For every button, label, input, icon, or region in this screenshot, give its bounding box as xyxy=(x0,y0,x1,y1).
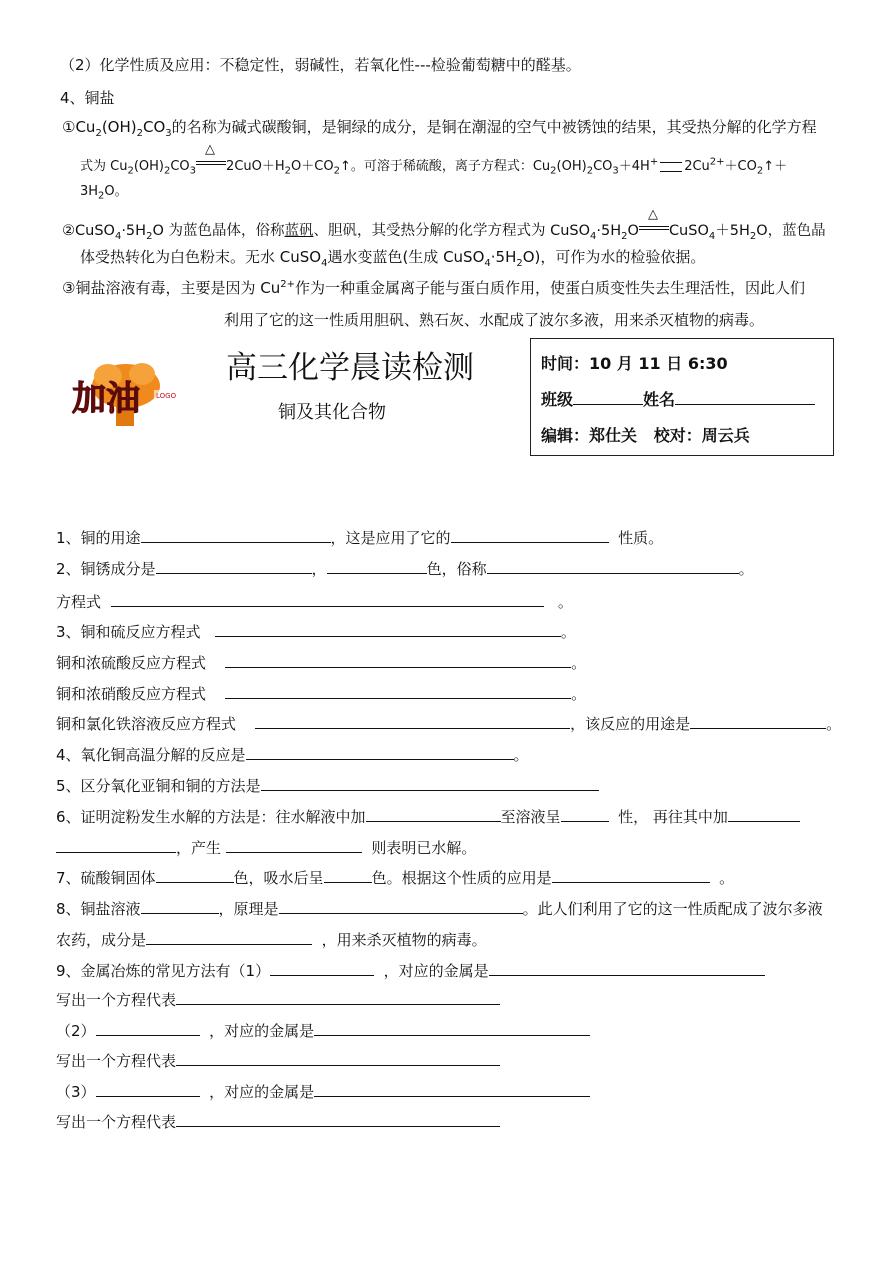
question-9-eq1: 写出一个方程代表 xyxy=(56,988,500,1010)
answer-blank[interactable] xyxy=(366,805,501,822)
question-1: 1、铜的用途 ，这是应用了它的 性质。 xyxy=(56,526,663,548)
logo xyxy=(66,360,194,430)
question-9-2: （2） ，对应的金属是 xyxy=(56,1019,590,1041)
question-3-sulfuric: 铜和浓硫酸反应方程式 。 xyxy=(56,651,586,673)
question-4: 4、氧化铜高温分解的反应是 。 xyxy=(56,743,529,765)
question-6: 6、证明淀粉发生水解的方法是：往水解液中加 至溶液呈 性， 再往其中加 xyxy=(56,805,800,827)
answer-blank[interactable] xyxy=(552,866,710,883)
svg-text:LOGO: LOGO xyxy=(156,392,177,400)
answer-blank[interactable] xyxy=(176,988,500,1005)
answer-blank[interactable] xyxy=(314,1019,590,1036)
answer-blank[interactable] xyxy=(246,743,514,760)
time-row: 时间：10 月 11 日 6:30 xyxy=(541,354,728,373)
para-decomposition-eq-cont: $3H_2O$。 xyxy=(80,184,128,202)
name-field[interactable] xyxy=(675,388,815,405)
question-3: 3、铜和硫反应方程式 。 xyxy=(56,620,576,642)
para-toxicity-cont: 利用了它的这一性质用胆矾、熟石灰、水配成了波尔多液，用来杀灭植物的病毒。 xyxy=(224,311,765,329)
answer-blank[interactable] xyxy=(489,959,765,976)
answer-blank[interactable] xyxy=(270,959,374,976)
answer-blank[interactable] xyxy=(56,836,176,853)
page-title: 高三化学晨读检测 xyxy=(226,350,474,386)
answer-blank[interactable] xyxy=(96,1080,200,1097)
class-field[interactable] xyxy=(573,388,643,405)
editor-row: 编辑：郑仕关 校对：周云兵 xyxy=(541,426,750,445)
answer-blank[interactable] xyxy=(487,557,739,574)
answer-blank[interactable] xyxy=(255,712,570,729)
para-decomposition-eq: 式为 $Cu_2(OH)_2CO_3$ △ $2CuO+H_2O+CO_2↑$。可溶于稀硫酸，离子方程式：$Cu_2(OH)_2CO_3+4H^+$ $2Cu^{2+}+CO_2↑+$ xyxy=(80,142,788,177)
question-7: 7、硫酸铜固体 色，吸水后呈 色。根据这个性质的应用是 。 xyxy=(56,866,734,888)
answer-blank[interactable] xyxy=(156,557,312,574)
class-name-row: 班级 姓名 xyxy=(541,387,815,410)
question-2: 2、铜锈成分是 ， 色，俗称 。 xyxy=(56,557,754,579)
answer-blank[interactable] xyxy=(111,590,544,607)
para-copper-sulfate-cont: 体受热转化为白色粉末。无水 CuSO$_4$遇水变蓝色(生成 $CuSO_4\cdot 5H_2O$)，可作为水的检验依据。 xyxy=(80,248,706,269)
answer-blank[interactable] xyxy=(451,526,609,543)
question-3-ferric: 铜和氯化铁溶液反应方程式 ，该反应的用途是 。 xyxy=(56,712,841,734)
answer-blank[interactable] xyxy=(279,897,523,914)
section-copper-salt: 4、铜盐 xyxy=(60,89,115,107)
para-basic-copper-carbonate: $①Cu_2(OH)_2CO_3$的名称为碱式碳酸铜，是铜绿的成分，是铜在潮湿的空气中被锈蚀的结果，其受热分解的化学方程 xyxy=(62,118,817,139)
answer-blank[interactable] xyxy=(146,928,312,945)
question-3-nitric: 铜和浓硝酸反应方程式 。 xyxy=(56,682,586,704)
answer-blank[interactable] xyxy=(728,805,800,822)
answer-blank[interactable] xyxy=(324,866,372,883)
answer-blank[interactable] xyxy=(226,836,362,853)
answer-blank[interactable] xyxy=(225,682,571,699)
answer-blank[interactable] xyxy=(176,1110,500,1127)
heat-arrow: △ xyxy=(196,152,226,170)
question-5: 5、区分氧化亚铜和铜的方法是 xyxy=(56,774,599,796)
info-box xyxy=(530,338,834,456)
answer-blank[interactable] xyxy=(96,1019,200,1036)
answer-blank[interactable] xyxy=(215,620,561,637)
answer-blank[interactable] xyxy=(327,557,427,574)
question-8: 8、铜盐溶液 ，原理是 。此人们利用了它的这一性质配成了波尔多液 xyxy=(56,897,823,919)
svg-text:加油: 加油 xyxy=(72,379,140,419)
para-copper-sulfate: $②CuSO_4\cdot 5H_2O$ 为蓝色晶体，俗称蓝矾、胆矾，其受热分解的化学方程式为 $CuSO_4\cdot 5H_2O$ △ $CuSO_4+5H_2O$，蓝色晶 xyxy=(62,207,826,242)
answer-blank[interactable] xyxy=(156,866,234,883)
question-8-cont: 农药，成分是 ，用来杀灭植物的病毒。 xyxy=(56,928,487,950)
answer-blank[interactable] xyxy=(261,774,599,791)
answer-blank[interactable] xyxy=(141,897,219,914)
answer-blank[interactable] xyxy=(141,526,331,543)
question-2-equation: 方程式 。 xyxy=(56,590,573,612)
answer-blank[interactable] xyxy=(690,712,826,729)
page-subtitle: 铜及其化合物 xyxy=(278,402,386,423)
para-toxicity: ③铜盐溶液有毒，主要是因为 $Cu^{2+}$作为一种重金属离子能与蛋白质作用，使蛋白质变性失去生理活性，因此人们 xyxy=(62,279,805,297)
question-6-cont: ，产生 则表明已水解。 xyxy=(56,836,476,858)
answer-blank[interactable] xyxy=(314,1080,590,1097)
heat-arrow-2: △ xyxy=(639,217,669,235)
line-property: （2）化学性质及应用：不稳定性，弱碱性，若氧化性---检验葡萄糖中的醛基。 xyxy=(60,56,581,74)
question-9-eq3: 写出一个方程代表 xyxy=(56,1110,500,1132)
answer-blank[interactable] xyxy=(225,651,571,668)
question-9-eq2: 写出一个方程代表 xyxy=(56,1049,500,1071)
answer-blank[interactable] xyxy=(176,1049,500,1066)
answer-blank[interactable] xyxy=(561,805,609,822)
question-9-3: （3） ，对应的金属是 xyxy=(56,1080,590,1102)
question-9: 9、金属冶炼的常见方法有（1） ，对应的金属是 xyxy=(56,959,765,981)
